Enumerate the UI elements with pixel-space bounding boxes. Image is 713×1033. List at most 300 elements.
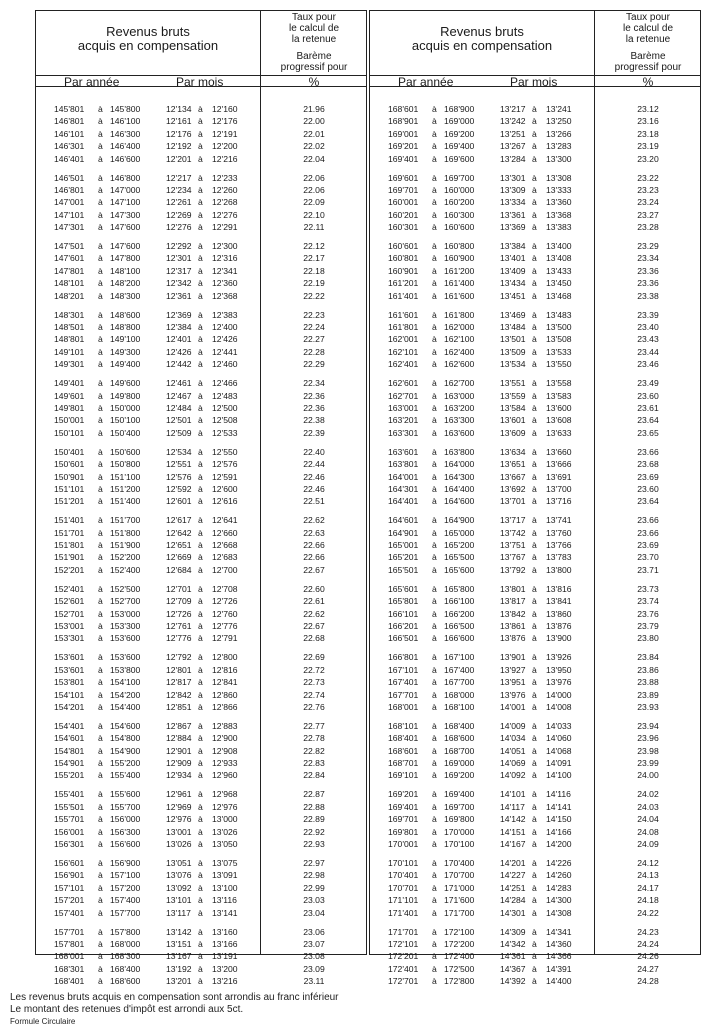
rate-percent: 22.78	[303, 733, 325, 744]
monthly-from: 13'284	[500, 153, 526, 164]
annual-from: 169'401	[388, 153, 419, 164]
annual-to: 169'700	[444, 172, 475, 183]
rate-percent: 22.97	[303, 858, 325, 869]
separator: à	[532, 621, 537, 631]
annual-to: 152'400	[110, 564, 141, 575]
separator: à	[98, 689, 103, 700]
annual-to: 157'200	[110, 882, 141, 893]
monthly-from: 13'792	[500, 564, 526, 575]
separator: à	[198, 346, 203, 357]
separator: à	[432, 963, 437, 974]
annual-to: 150'800	[110, 459, 141, 470]
table-row	[370, 321, 700, 333]
annual-from: 147'501	[54, 241, 85, 252]
monthly-to: 13'100	[212, 882, 238, 893]
annual-from: 172'701	[388, 976, 419, 987]
monthly-from: 13'309	[500, 184, 526, 195]
separator: à	[532, 870, 537, 881]
separator: à	[98, 801, 103, 812]
monthly-to: 12'360	[212, 278, 238, 289]
monthly-from: 12'726	[166, 608, 192, 619]
rate-percent: 23.86	[637, 664, 659, 675]
rate-percent: 23.68	[637, 459, 659, 470]
monthly-from: 14'309	[500, 926, 526, 937]
annual-from: 161'401	[388, 290, 419, 301]
table-row	[36, 664, 366, 676]
separator: à	[432, 770, 437, 781]
rate-percent: 22.62	[303, 515, 325, 526]
annual-from: 171'101	[388, 895, 419, 906]
rate-percent: 23.20	[637, 153, 659, 164]
monthly-from: 12'601	[166, 496, 192, 507]
row-group	[370, 720, 700, 782]
table-row	[36, 221, 366, 233]
separator: à	[532, 552, 537, 563]
rate-percent: 22.99	[303, 882, 325, 893]
bareme-header-line: Barème	[630, 51, 666, 62]
annual-from: 160'601	[388, 241, 419, 252]
monthly-to: 14'000	[546, 689, 572, 700]
row-group	[370, 309, 700, 371]
separator: à	[532, 652, 537, 663]
annual-to: 157'700	[110, 907, 141, 918]
monthly-from: 12'342	[166, 278, 192, 289]
rate-percent: 23.66	[637, 446, 659, 457]
rate-percent: 22.68	[303, 633, 325, 644]
rate-percent: 23.19	[637, 141, 659, 152]
table-row	[370, 390, 700, 402]
separator: à	[198, 253, 203, 264]
table-body	[370, 103, 700, 994]
annual-from: 154'401	[54, 720, 85, 731]
table-row	[370, 333, 700, 345]
monthly-from: 14'051	[500, 745, 526, 756]
separator: à	[98, 515, 103, 526]
separator: à	[532, 527, 537, 538]
annual-from: 150'001	[54, 415, 85, 426]
separator: à	[532, 814, 537, 825]
separator: à	[532, 564, 537, 575]
monthly-from: 12'401	[166, 334, 192, 345]
annual-to: 160'000	[444, 184, 475, 195]
monthly-to: 13'283	[546, 141, 572, 152]
table-row	[36, 172, 366, 184]
annual-to: 168'600	[110, 976, 141, 987]
monthly-to: 12'600	[212, 483, 238, 494]
monthly-from: 14'069	[500, 758, 526, 769]
table-row	[370, 894, 700, 906]
monthly-from: 13'117	[166, 907, 191, 918]
monthly-to: 14'400	[546, 976, 572, 987]
annual-to: 153'600	[110, 652, 141, 663]
annual-from: 170'401	[388, 870, 419, 881]
rate-percent: 22.12	[303, 241, 325, 252]
annual-from: 152'601	[54, 596, 85, 607]
monthly-to: 12'400	[212, 322, 238, 333]
separator: à	[532, 378, 537, 389]
monthly-to: 13'075	[212, 858, 238, 869]
rate-percent: 22.51	[303, 496, 325, 507]
table-row	[370, 221, 700, 233]
rate-percent: 23.04	[303, 907, 325, 918]
monthly-from: 14'117	[500, 801, 525, 812]
monthly-from: 14'301	[500, 907, 526, 918]
separator: à	[198, 633, 203, 644]
table-row	[36, 495, 366, 507]
row-group	[36, 720, 366, 782]
annual-from: 162'001	[388, 334, 419, 345]
rate-percent: 23.69	[637, 471, 659, 482]
annual-from: 167'401	[388, 677, 419, 688]
table-row	[36, 608, 366, 620]
rate-percent: 23.49	[637, 378, 659, 389]
separator: à	[98, 677, 103, 688]
annual-to: 148'200	[110, 278, 141, 289]
table-row	[370, 446, 700, 458]
table-row	[36, 926, 366, 938]
table-row	[36, 620, 366, 632]
monthly-from: 12'192	[166, 141, 192, 152]
rate-percent: 22.67	[303, 621, 325, 631]
separator: à	[98, 390, 103, 401]
annual-to: 168'100	[444, 701, 475, 712]
annual-to: 149'100	[110, 334, 141, 345]
rate-percent: 23.65	[637, 427, 659, 438]
table-row	[36, 882, 366, 894]
annual-to: 145'800	[110, 104, 141, 114]
rate-percent: 22.46	[303, 471, 325, 482]
table-row	[370, 514, 700, 526]
rate-percent: 22.89	[303, 814, 325, 825]
monthly-to: 12'866	[212, 701, 238, 712]
monthly-from: 13'192	[166, 963, 192, 974]
monthly-from: 12'651	[166, 540, 192, 551]
rate-percent: 22.88	[303, 801, 325, 812]
row-group	[36, 514, 366, 576]
col-header-percent: %	[642, 75, 654, 89]
table-row	[370, 128, 700, 140]
separator: à	[198, 870, 203, 881]
rate-percent: 22.60	[303, 583, 325, 594]
annual-from: 145'801	[54, 104, 85, 114]
row-group	[370, 583, 700, 645]
monthly-from: 12'134	[166, 104, 192, 114]
separator: à	[98, 496, 103, 507]
table-row	[36, 321, 366, 333]
annual-from: 166'501	[388, 633, 419, 644]
monthly-to: 13'000	[212, 814, 238, 825]
rate-percent: 22.06	[303, 184, 325, 195]
annual-from: 166'201	[388, 621, 419, 631]
rate-header-line: le calcul de	[288, 23, 340, 34]
row-group	[370, 514, 700, 576]
annual-from: 156'601	[54, 858, 85, 869]
row-group	[36, 857, 366, 919]
annual-from: 149'801	[54, 402, 85, 413]
rate-percent: 23.64	[637, 496, 659, 507]
monthly-from: 12'901	[166, 745, 192, 756]
monthly-from: 12'501	[166, 415, 192, 426]
monthly-from: 12'969	[166, 801, 192, 812]
separator: à	[198, 814, 203, 825]
monthly-to: 13'666	[546, 459, 572, 470]
table-row	[370, 495, 700, 507]
monthly-from: 13'301	[500, 172, 526, 183]
separator: à	[432, 801, 437, 812]
separator: à	[198, 951, 203, 962]
monthly-to: 13'360	[546, 197, 572, 208]
separator: à	[98, 907, 103, 918]
rate-percent: 23.22	[637, 172, 659, 183]
annual-to: 146'100	[110, 116, 141, 127]
separator: à	[98, 839, 103, 850]
separator: à	[198, 415, 203, 426]
separator: à	[98, 976, 103, 987]
separator: à	[432, 427, 437, 438]
table-row	[36, 103, 366, 115]
col-header-month: Par mois	[176, 75, 224, 89]
bareme-header-line: Barème	[296, 51, 332, 62]
monthly-from: 13'742	[500, 527, 526, 538]
rate-percent: 23.60	[637, 390, 659, 401]
table-row	[370, 414, 700, 426]
rate-percent: 23.09	[303, 963, 325, 974]
annual-to: 165'600	[444, 564, 475, 575]
monthly-from: 12'592	[166, 483, 192, 494]
rate-percent: 22.61	[303, 596, 325, 607]
annual-from: 169'601	[388, 172, 419, 183]
table-row	[36, 826, 366, 838]
separator: à	[532, 826, 537, 837]
annual-to: 154'900	[110, 745, 141, 756]
monthly-from: 14'142	[500, 814, 526, 825]
monthly-to: 13'333	[546, 184, 572, 195]
monthly-from: 13'001	[166, 826, 192, 837]
separator: à	[198, 689, 203, 700]
col-header-percent: %	[308, 75, 320, 89]
monthly-from: 14'367	[500, 963, 526, 974]
separator: à	[98, 564, 103, 575]
monthly-from: 14'251	[500, 882, 526, 893]
separator: à	[98, 253, 103, 264]
annual-from: 151'401	[54, 515, 85, 526]
table-row	[370, 595, 700, 607]
annual-to: 168'900	[444, 104, 475, 114]
monthly-from: 13'609	[500, 427, 526, 438]
rate-percent: 22.19	[303, 278, 325, 289]
table-row	[36, 583, 366, 595]
separator: à	[198, 222, 203, 233]
separator: à	[98, 172, 103, 183]
table-row	[36, 869, 366, 881]
annual-from: 168'601	[388, 104, 419, 114]
monthly-from: 12'669	[166, 552, 192, 563]
separator: à	[532, 633, 537, 644]
separator: à	[532, 309, 537, 320]
monthly-from: 12'709	[166, 596, 192, 607]
monthly-to: 13'141	[212, 907, 238, 918]
separator: à	[198, 209, 203, 220]
rate-percent: 22.04	[303, 153, 325, 164]
monthly-to: 12'683	[212, 552, 238, 563]
table-row	[36, 689, 366, 701]
rate-percent: 23.96	[637, 733, 659, 744]
rate-percent: 22.62	[303, 608, 325, 619]
annual-to: 165'000	[444, 527, 475, 538]
separator: à	[198, 976, 203, 987]
monthly-to: 13'660	[546, 446, 572, 457]
separator: à	[432, 309, 437, 320]
separator: à	[532, 153, 537, 164]
monthly-to: 13'783	[546, 552, 572, 563]
rate-percent: 22.09	[303, 197, 325, 208]
monthly-to: 13'633	[546, 427, 572, 438]
rate-percent: 22.74	[303, 689, 325, 700]
separator: à	[98, 870, 103, 881]
annual-from: 163'001	[388, 402, 419, 413]
monthly-from: 13'584	[500, 402, 526, 413]
annual-to: 157'100	[110, 870, 141, 881]
table-row	[36, 907, 366, 919]
annual-to: 162'400	[444, 346, 475, 357]
rate-percent: 24.26	[637, 951, 659, 962]
annual-from: 149'301	[54, 359, 85, 370]
monthly-to: 14'391	[546, 963, 572, 974]
rate-percent: 22.76	[303, 701, 325, 712]
separator: à	[432, 197, 437, 208]
separator: à	[432, 496, 437, 507]
annual-from: 161'801	[388, 322, 419, 333]
separator: à	[432, 951, 437, 962]
rate-percent: 23.70	[637, 552, 659, 563]
annual-to: 154'100	[110, 677, 141, 688]
row-group	[36, 103, 366, 165]
table-row	[370, 975, 700, 987]
monthly-to: 12'900	[212, 733, 238, 744]
separator: à	[98, 814, 103, 825]
monthly-from: 12'369	[166, 309, 192, 320]
separator: à	[432, 390, 437, 401]
rate-percent: 24.03	[637, 801, 659, 812]
annual-to: 165'500	[444, 552, 475, 563]
rate-percent: 23.66	[637, 527, 659, 538]
annual-to: 164'900	[444, 515, 475, 526]
rate-percent: 23.16	[637, 116, 659, 127]
annual-to: 166'500	[444, 621, 475, 631]
annual-to: 168'000	[110, 938, 141, 949]
monthly-from: 14'342	[500, 938, 526, 949]
separator: à	[532, 104, 537, 114]
monthly-to: 14'033	[546, 720, 572, 731]
monthly-from: 13'801	[500, 583, 526, 594]
separator: à	[198, 720, 203, 731]
separator: à	[198, 652, 203, 663]
monthly-to: 12'576	[212, 459, 238, 470]
annual-from: 169'701	[388, 184, 419, 195]
separator: à	[532, 677, 537, 688]
monthly-from: 13'051	[166, 858, 192, 869]
separator: à	[532, 882, 537, 893]
monthly-to: 13'950	[546, 664, 572, 675]
monthly-from: 14'092	[500, 770, 526, 781]
annual-from: 146'801	[54, 184, 85, 195]
footnote-rounding-tax: Le montant des retenues d'impôt est arrondi aux 5ct.	[10, 1004, 244, 1015]
separator: à	[198, 938, 203, 949]
annual-to: 160'200	[444, 197, 475, 208]
annual-to: 168'000	[444, 689, 475, 700]
separator: à	[198, 141, 203, 152]
monthly-from: 13'634	[500, 446, 526, 457]
annual-from: 154'901	[54, 758, 85, 769]
monthly-to: 12'668	[212, 540, 238, 551]
row-group	[370, 651, 700, 713]
monthly-to: 13'716	[546, 496, 572, 507]
separator: à	[532, 334, 537, 345]
separator: à	[98, 882, 103, 893]
row-group	[36, 309, 366, 371]
table-row	[370, 745, 700, 757]
monthly-to: 12'216	[212, 153, 238, 164]
table-row	[370, 620, 700, 632]
monthly-from: 13'876	[500, 633, 526, 644]
table-row	[370, 801, 700, 813]
monthly-to: 14'150	[546, 814, 572, 825]
separator: à	[198, 402, 203, 413]
table-row	[36, 128, 366, 140]
monthly-to: 12'700	[212, 564, 238, 575]
separator: à	[532, 241, 537, 252]
separator: à	[98, 608, 103, 619]
separator: à	[432, 459, 437, 470]
annual-from: 146'301	[54, 141, 85, 152]
monthly-to: 14'200	[546, 839, 572, 850]
monthly-to: 13'400	[546, 241, 572, 252]
annual-to: 169'000	[444, 758, 475, 769]
table-row	[36, 551, 366, 563]
rate-percent: 24.23	[637, 926, 659, 937]
annual-to: 164'000	[444, 459, 475, 470]
annual-to: 153'300	[110, 621, 141, 631]
table-row	[370, 938, 700, 950]
separator: à	[532, 459, 537, 470]
separator: à	[532, 446, 537, 457]
monthly-to: 14'091	[546, 758, 572, 769]
separator: à	[432, 446, 437, 457]
monthly-to: 14'141	[546, 801, 572, 812]
annual-to: 157'400	[110, 895, 141, 906]
monthly-from: 13'217	[500, 104, 526, 114]
annual-from: 171'401	[388, 907, 419, 918]
rate-percent: 24.28	[637, 976, 659, 987]
annual-to: 171'600	[444, 895, 475, 906]
rate-header-line: la retenue	[291, 34, 337, 45]
col-header-month: Par mois	[510, 75, 558, 89]
separator: à	[198, 826, 203, 837]
annual-to: 172'500	[444, 963, 475, 974]
annual-from: 167'701	[388, 689, 419, 700]
separator: à	[198, 583, 203, 594]
monthly-to: 13'308	[546, 172, 572, 183]
annual-to: 160'900	[444, 253, 475, 264]
monthly-to: 13'600	[546, 402, 572, 413]
monthly-from: 13'401	[500, 253, 526, 264]
table-row	[370, 471, 700, 483]
table-row	[36, 377, 366, 389]
monthly-to: 12'960	[212, 770, 238, 781]
rate-percent: 22.28	[303, 346, 325, 357]
monthly-from: 12'961	[166, 789, 192, 800]
rate-percent: 23.79	[637, 621, 659, 631]
